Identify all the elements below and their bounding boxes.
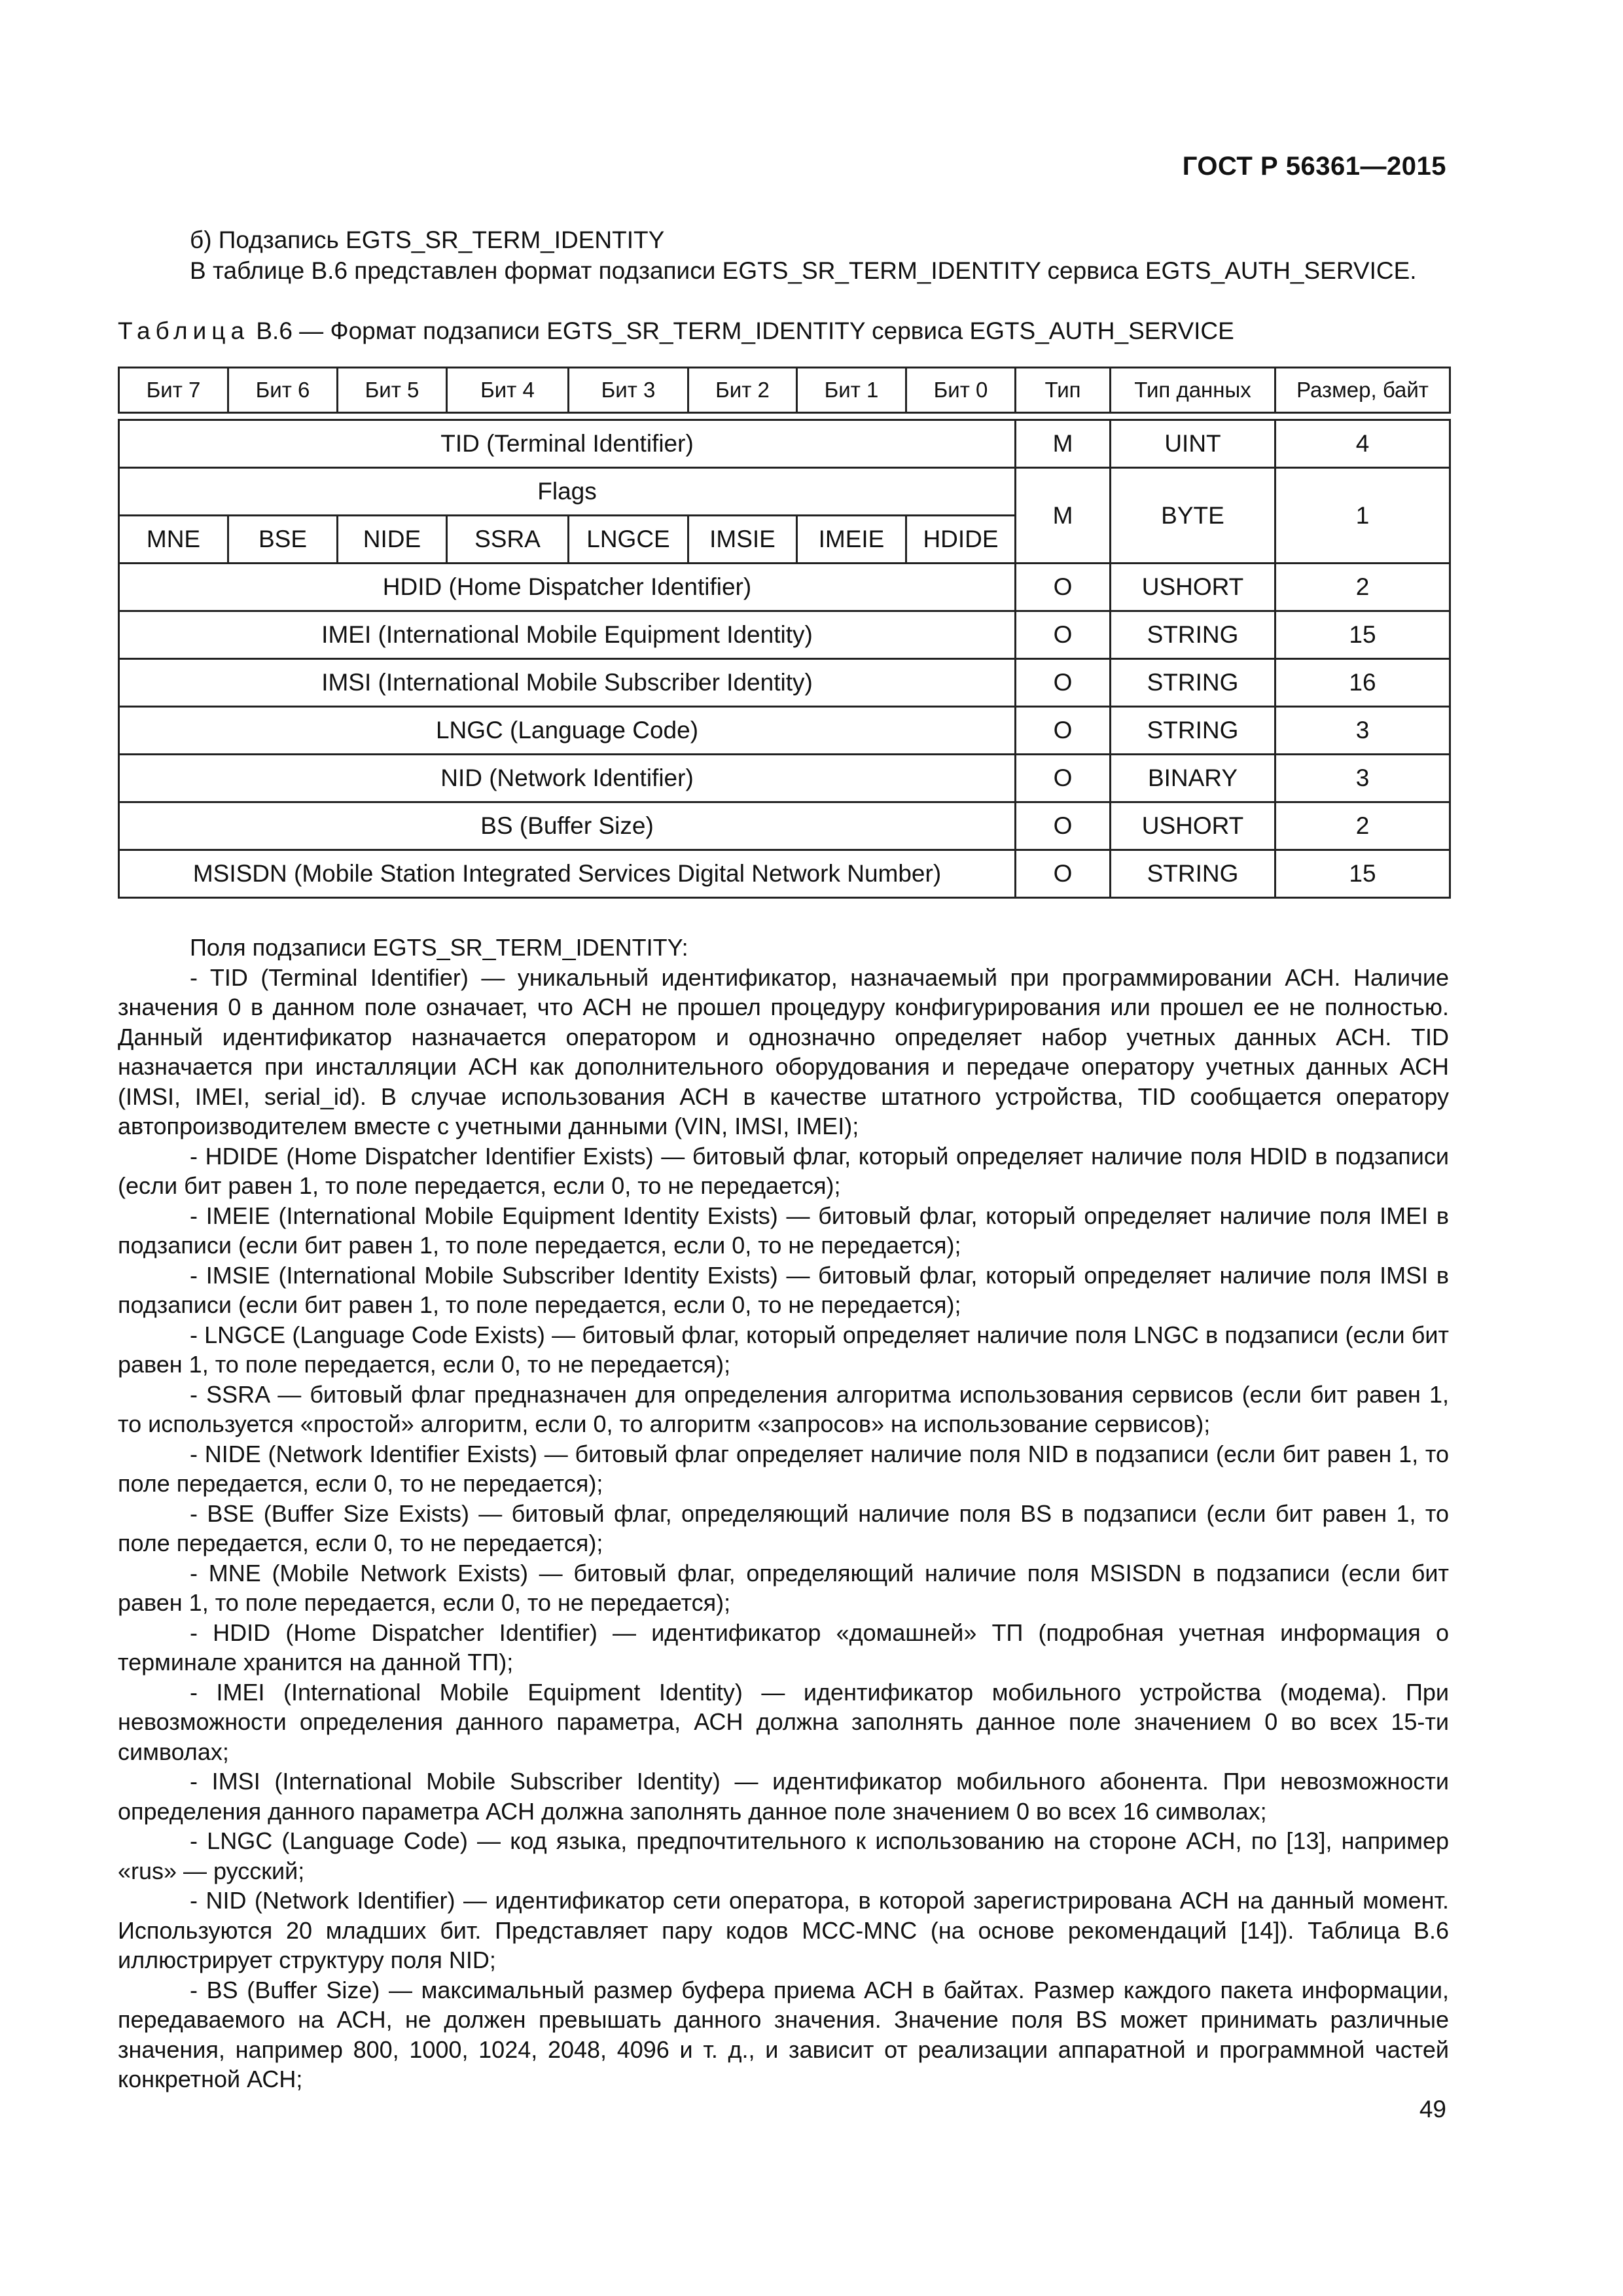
field-description: - LNGCE (Language Code Exists) — битовый флаг, который определяет наличие поля LNGC в подзаписи (если бит равен 1, то поле передается, если 0, то не передается); [118, 1321, 1449, 1378]
size-cell: 1 [1275, 468, 1450, 564]
flag-bit-cell: MNE [119, 516, 228, 564]
type-cell: M [1016, 420, 1111, 468]
size-cell: 16 [1275, 659, 1450, 707]
field-description: - HDID (Home Dispatcher Identifier) — идентификатор «домашней» ТП (подробная учетная информация о терминале хранится на данной ТП); [118, 1619, 1449, 1676]
data-type-cell: STRING [1111, 850, 1275, 898]
type-cell: O [1016, 755, 1111, 802]
table-row [119, 659, 1450, 707]
field-name-cell: TID (Terminal Identifier) [119, 420, 1016, 468]
subsection-title: б) Подзапись EGTS_SR_TERM_IDENTITY [190, 226, 665, 253]
field-description: - BSE (Buffer Size Exists) — битовый флаг, определяющий наличие поля BS в подзаписи (если бит равен 1, то поле передается, если 0, то не передается); [118, 1499, 1449, 1556]
header-cell: Бит 0 [906, 368, 1016, 413]
table-row [119, 802, 1450, 850]
table-caption-prefix: Таблица [118, 317, 250, 344]
field-name-cell: MSISDN (Mobile Station Integrated Services Digital Network Number) [119, 850, 1016, 898]
field-description: - NIDE (Network Identifier Exists) — битовый флаг определяет наличие поля NID в подзаписи (если бит равен 1, то поле передается, если 0, то не передается); [118, 1440, 1449, 1497]
data-type-cell: STRING [1111, 707, 1275, 755]
field-description: - IMEIE (International Mobile Equipment Identity Exists) — битовый флаг, который определяет наличие поля IMEI в подзаписи (если бит равен 1, то поле передается, если 0, то не передается); [118, 1202, 1449, 1259]
header-cell: Бит 3 [569, 368, 688, 413]
type-cell: O [1016, 850, 1111, 898]
flag-bit-cell: IMEIE [797, 516, 906, 564]
subsection-intro: В таблице В.6 представлен формат подзаписи EGTS_SR_TERM_IDENTITY сервиса EGTS_AUTH_SERVICE. [190, 257, 1417, 284]
field-description: - HDIDE (Home Dispatcher Identifier Exists) — битовый флаг, который определяет наличие поля HDID в подзаписи (если бит равен 1, то поле передается, если 0, то не передается); [118, 1142, 1449, 1199]
data-type-cell: STRING [1111, 659, 1275, 707]
fields-intro: Поля подзаписи EGTS_SR_TERM_IDENTITY: [190, 934, 688, 961]
flag-bit-cell: NIDE [338, 516, 447, 564]
field-description: - BS (Buffer Size) — максимальный размер буфера приема АСН в байтах. Размер каждого пакета информации, передаваемого на АСН, не должен превышать данного значения. Значение поля BS может принимать различные значения, например 800, 1000, 1024, 2048, 4096 и т. д., и зависит от реализации аппаратной и программной частей конкретной АСН; [118, 1976, 1450, 2092]
field-description: - MNE (Mobile Network Exists) — битовый флаг, определяющий наличие поля MSISDN в подзаписи (если бит равен 1, то поле передается, если 0, то не передается); [118, 1559, 1449, 1616]
data-type-cell: USHORT [1111, 802, 1275, 850]
type-cell: O [1016, 611, 1111, 659]
header-cell: Тип [1016, 368, 1111, 413]
flag-bit-cell: SSRA [447, 516, 569, 564]
table-row [119, 468, 1450, 516]
size-cell: 2 [1275, 802, 1450, 850]
size-cell: 3 [1275, 755, 1450, 802]
size-cell: 3 [1275, 707, 1450, 755]
type-cell: O [1016, 564, 1111, 611]
type-cell: O [1016, 707, 1111, 755]
header-cell: Размер, байт [1275, 368, 1450, 413]
table-row [119, 420, 1450, 468]
size-cell: 15 [1275, 850, 1450, 898]
data-type-cell: BYTE [1111, 468, 1275, 564]
field-name-cell: IMEI (International Mobile Equipment Identity) [119, 611, 1016, 659]
table-row [119, 850, 1450, 898]
type-cell: O [1016, 659, 1111, 707]
table-row [119, 611, 1450, 659]
header-cell: Бит 7 [119, 368, 228, 413]
header-cell: Бит 4 [447, 368, 569, 413]
field-name-cell: BS (Buffer Size) [119, 802, 1016, 850]
table-row [119, 564, 1450, 611]
header-cell: Тип данных [1111, 368, 1275, 413]
data-type-cell: STRING [1111, 611, 1275, 659]
format-table [118, 367, 1451, 899]
data-type-cell: BINARY [1111, 755, 1275, 802]
type-cell: O [1016, 802, 1111, 850]
body-text [118, 933, 1449, 2094]
flag-bit-cell: BSE [228, 516, 338, 564]
flag-bit-cell: LNGCE [569, 516, 688, 564]
header-cell: Бит 6 [228, 368, 338, 413]
field-description: - SSRA — битовый флаг предназначен для определения алгоритма использования сервисов (если бит равен 1, то используется «простой» алгоритм, если 0, то алгоритм «запросов» на использование сервисов); [118, 1380, 1449, 1437]
field-name-cell: IMSI (International Mobile Subscriber Identity) [119, 659, 1016, 707]
table-header-row [119, 368, 1450, 413]
table-row [119, 755, 1450, 802]
document-id: ГОСТ Р 56361—2015 [1182, 152, 1446, 181]
size-cell: 15 [1275, 611, 1450, 659]
header-cell: Бит 2 [688, 368, 797, 413]
field-name-cell: LNGC (Language Code) [119, 707, 1016, 755]
header-cell: Бит 5 [338, 368, 447, 413]
field-name-cell: HDID (Home Dispatcher Identifier) [119, 564, 1016, 611]
table-caption-text: В.6 — Формат подзаписи EGTS_SR_TERM_IDENTITY сервиса EGTS_AUTH_SERVICE [256, 317, 1234, 344]
field-description: - TID (Terminal Identifier) — уникальный идентификатор, назначаемый при программировании АСН. Наличие значения 0 в данном поле означает, что АСН не прошел процедуру конфигурирования или прошел ее не полностью. Данный идентификатор назначается оператором и однозначно определяет набор учетных данных АСН. TID назначается при инсталляции АСН как дополнительного оборудования и передаче оператору учетных данных АСН (IMSI, IMEI, serial_id). В случае использования АСН в качестве штатного устройства, TID сообщается оператору автопроизводителем вместе с учетными данными (VIN, IMSI, IMEI); [118, 963, 1449, 1139]
flag-bit-cell: IMSIE [688, 516, 797, 564]
type-cell: M [1016, 468, 1111, 564]
field-description: - NID (Network Identifier) — идентификатор сети оператора, в которой зарегистрирована АСН на данный момент. Используются 20 младших бит. Представляет пару кодов MCC-MNC (на основе рекомендаций [14]). Таблица В.6 иллюстрирует структуру поля NID; [118, 1887, 1449, 1973]
header-cell: Бит 1 [797, 368, 906, 413]
table-row [119, 707, 1450, 755]
field-description: - IMSIE (International Mobile Subscriber Identity Exists) — битовый флаг, который определяет наличие поля IMSI в подзаписи (если бит равен 1, то поле передается, если 0, то не передается); [118, 1261, 1449, 1318]
flag-bit-cell: HDIDE [906, 516, 1016, 564]
data-type-cell: UINT [1111, 420, 1275, 468]
size-cell: 2 [1275, 564, 1450, 611]
page-number: 49 [1419, 2096, 1446, 2123]
field-description: - LNGC (Language Code) — код языка, предпочтительного к использованию на стороне АСН, по [13], например «rus» — русский; [118, 1827, 1449, 1884]
table-caption [118, 317, 1234, 345]
field-description: - IMEI (International Mobile Equipment Identity) — идентификатор мобильного устройства (модема). При невозможности определения данного параметра, АСН должна заполнять данное поле значением 0 во всех 15-ти символах; [118, 1678, 1449, 1765]
data-type-cell: USHORT [1111, 564, 1275, 611]
size-cell: 4 [1275, 420, 1450, 468]
field-name-cell: NID (Network Identifier) [119, 755, 1016, 802]
field-name-cell: Flags [119, 468, 1016, 516]
field-description: - IMSI (International Mobile Subscriber Identity) — идентификатор мобильного абонента. При невозможности определения данного параметра АСН должна заполнять данное поле значением 0 во всех 16 символах; [118, 1768, 1449, 1825]
